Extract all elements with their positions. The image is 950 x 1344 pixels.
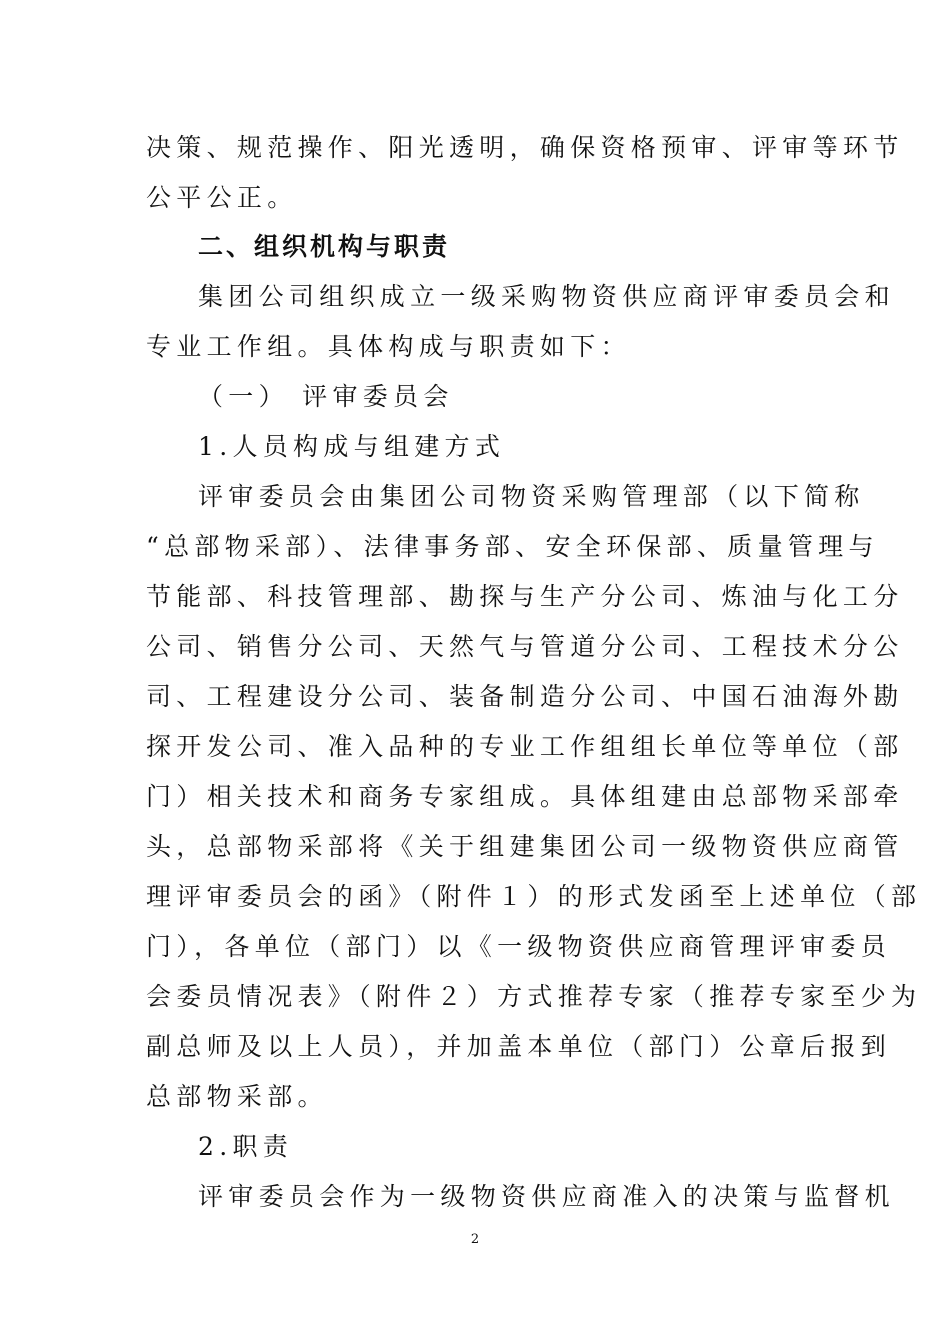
body-text-line: 集团公司组织成立一级采购物资供应商评审委员会和 bbox=[198, 282, 895, 311]
subsection-heading: 2.职责 bbox=[198, 1132, 294, 1161]
body-text-line: 会委员情况表》（附件２）方式推荐专家（推荐专家至少为 bbox=[146, 982, 922, 1011]
body-text-line: 评审委员会由集团公司物资采购管理部（以下简称 bbox=[198, 482, 865, 511]
body-text-line: 评审委员会作为一级物资供应商准入的决策与监督机 bbox=[198, 1182, 895, 1211]
body-text-line: 总部物采部。 bbox=[146, 1082, 328, 1111]
body-text-line: 决策、规范操作、阳光透明，确保资格预审、评审等环节 bbox=[146, 133, 904, 162]
body-text-line: 节能部、科技管理部、勘探与生产分公司、炼油与化工分 bbox=[146, 582, 904, 611]
page-number: 2 bbox=[470, 1232, 480, 1247]
body-text-line: “总部物采部）、法律事务部、安全环保部、质量管理与 bbox=[146, 532, 879, 561]
body-text-line: 理评审委员会的函》（附件１）的形式发函至上述单位（部 bbox=[146, 882, 922, 911]
body-text-line: 探开发公司、准入品种的专业工作组组长单位等单位（部 bbox=[146, 732, 904, 761]
body-text-line: 副总师及以上人员），并加盖本单位（部门）公章后报到 bbox=[146, 1032, 892, 1061]
body-text-line: 公司、销售分公司、天然气与管道分公司、工程技术分公 bbox=[146, 632, 904, 661]
body-text-line: 司、工程建设分公司、装备制造分公司、中国石油海外勘 bbox=[146, 682, 904, 711]
body-text-line: 门）相关技术和商务专家组成。具体组建由总部物采部牵 bbox=[146, 782, 904, 811]
subsection-heading: （一） 评审委员会 bbox=[198, 382, 454, 411]
subsection-heading: 1.人员构成与组建方式 bbox=[198, 432, 506, 461]
body-text-line: 专业工作组。具体构成与职责如下： bbox=[146, 332, 631, 361]
section-heading: 二、组织机构与职责 bbox=[198, 232, 451, 261]
body-text-line: 头，总部物采部将《关于组建集团公司一级物资供应商管 bbox=[146, 832, 904, 861]
body-text-line: 公平公正。 bbox=[146, 183, 298, 212]
body-text-line: 门），各单位（部门）以《一级物资供应商管理评审委员 bbox=[146, 932, 892, 961]
